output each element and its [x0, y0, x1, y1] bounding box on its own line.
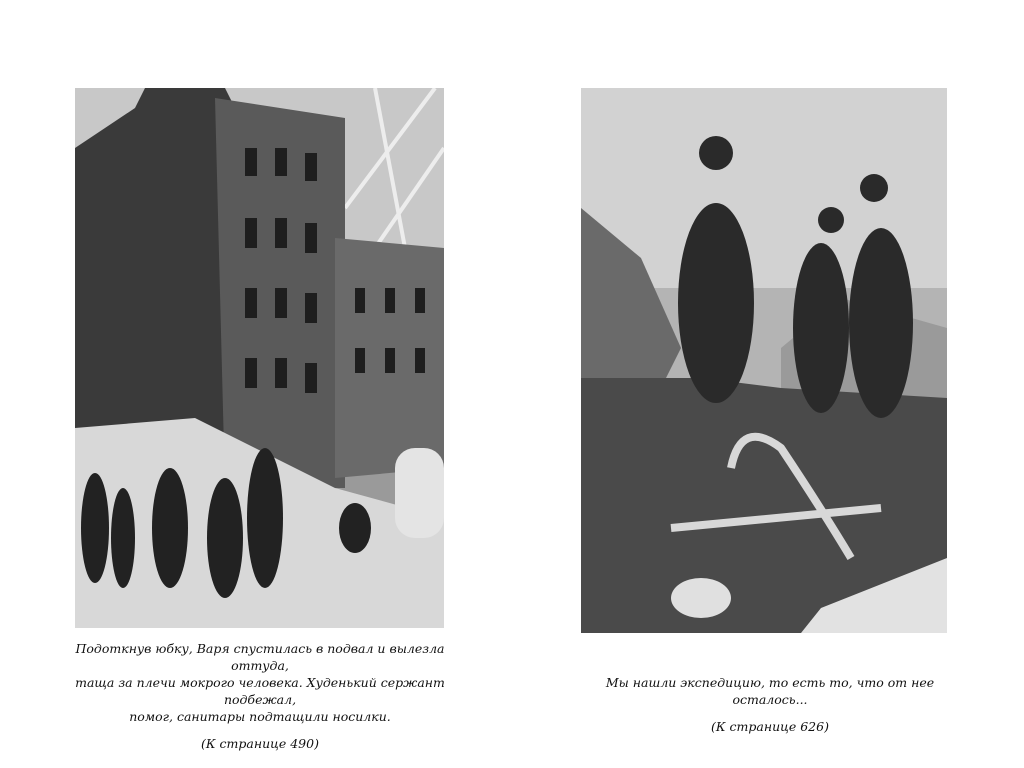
illustration-ruined-building: [75, 88, 444, 628]
illustration-expedition-remains: [581, 88, 947, 633]
caption-line: помог, санитары подтащили носилки.: [129, 709, 391, 724]
caption-line: Мы нашли экспедицию, то есть то, что от нее осталось...: [605, 675, 935, 707]
page-reference: (К странице 490): [201, 736, 319, 751]
caption-line: Подоткнув юбку, Варя спустилась в подвал и вылезла оттуда,: [75, 641, 445, 673]
caption-line: таща за плечи мокрого человека. Худенький сержант подбежал,: [75, 675, 445, 707]
page-reference: (К странице 626): [711, 719, 829, 734]
caption-right: [570, 674, 970, 735]
caption-left: [60, 640, 460, 752]
